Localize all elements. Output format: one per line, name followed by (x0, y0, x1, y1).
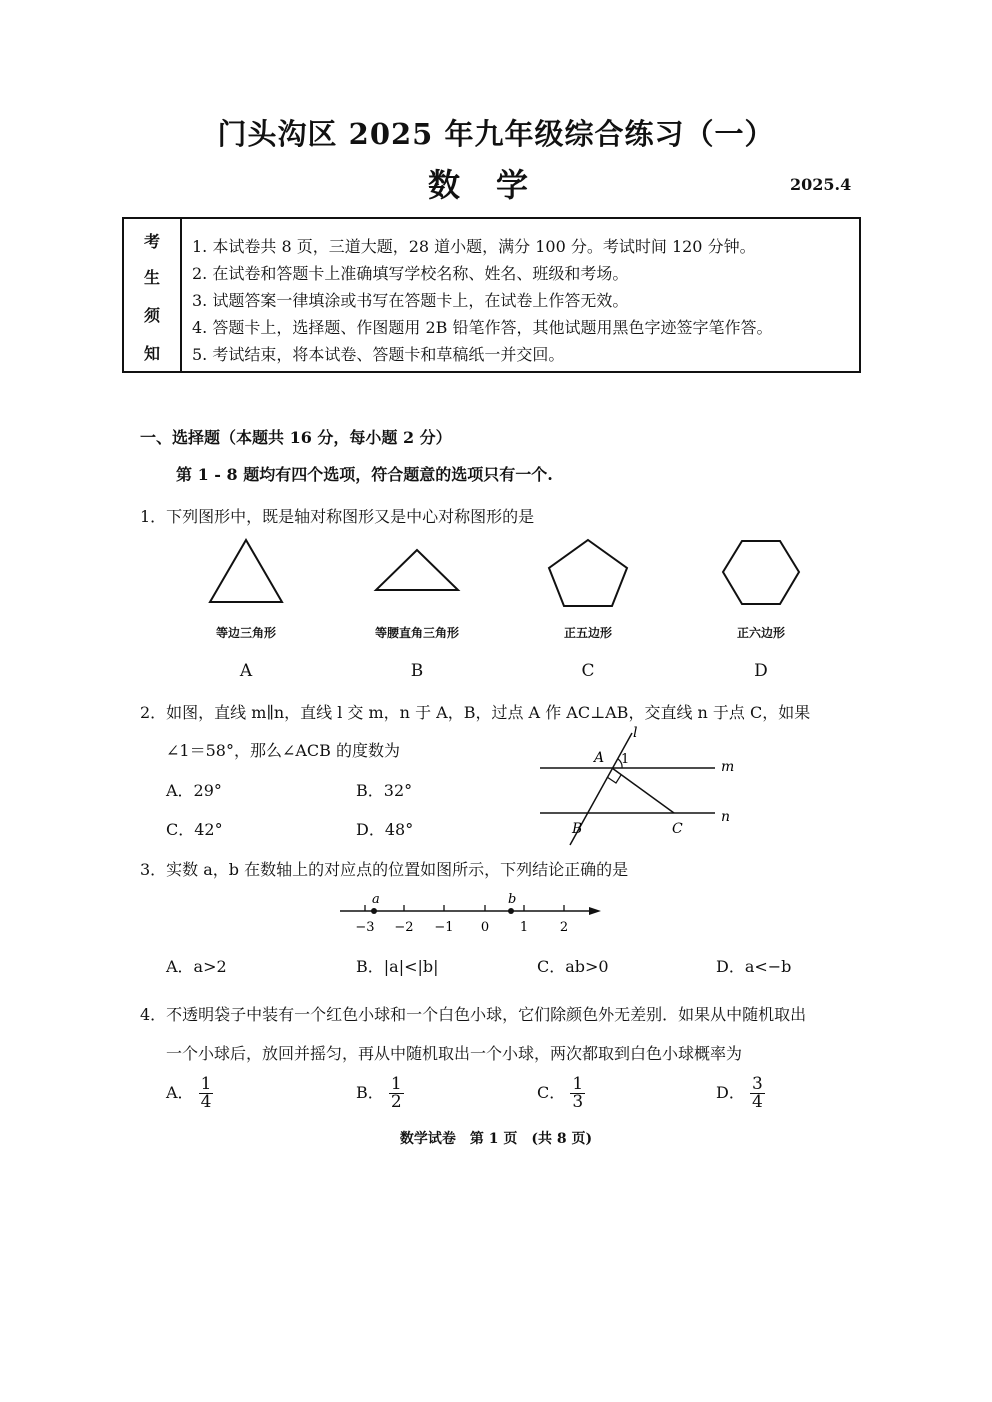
option-a: A．a>2 (166, 957, 227, 976)
notice-label-char: 知 (143, 344, 160, 363)
label-n: n (721, 809, 731, 825)
denominator: 3 (572, 1092, 584, 1112)
point-a-dot (371, 908, 377, 914)
numerator: 1 (200, 1074, 212, 1094)
option-letter: B (410, 661, 424, 681)
number-line-figure (335, 888, 610, 936)
notice-box (122, 217, 861, 373)
fraction (389, 1076, 404, 1111)
option-b: B．32° (356, 781, 413, 800)
option-letter: C． (537, 1083, 566, 1102)
denominator: 4 (200, 1092, 212, 1112)
exam-date: 2025.4 (790, 175, 852, 194)
number-line-arrow (589, 907, 601, 915)
option-letter: B． (356, 1083, 384, 1102)
question-2-stem-line2: ∠1＝58°，那么∠ACB 的度数为 (166, 741, 400, 760)
label-b: B (572, 821, 583, 837)
option-c (537, 1076, 585, 1111)
equilateral-triangle-shape (210, 540, 282, 602)
label-l: l (633, 725, 638, 741)
figure-caption: 正六边形 (736, 626, 785, 640)
notice-item: 2. 在试卷和答题卡上准确填写学校名称、姓名、班级和考场。 (192, 264, 629, 283)
notice-label (124, 219, 182, 371)
figure-caption: 等边三角形 (215, 626, 276, 640)
segment-ac (612, 768, 674, 813)
option-a: A．29° (166, 781, 222, 800)
option-letter: A． (166, 1083, 194, 1102)
exam-title: 门头沟区 2025 年九年级综合练习（一） (217, 117, 775, 151)
regular-hexagon-shape (723, 541, 799, 604)
right-angle-mark (607, 775, 621, 783)
tick-label: −3 (355, 920, 375, 935)
numerator: 1 (390, 1074, 402, 1094)
isosceles-right-triangle-shape (376, 550, 458, 590)
question-2-stem-line1: 2．如图，直线 m∥n，直线 l 交 m，n 于 A，B，过点 A 作 AC⊥AB，交直线 n 于点 C，如果 (140, 703, 811, 722)
figure-caption: 正五边形 (563, 626, 612, 640)
point-b-dot (508, 908, 514, 914)
option-b (356, 1076, 404, 1111)
question-4-stem-line2: 一个小球后，放回并摇匀，再从中随机取出一个小球，两次都取到白色小球概率为 (166, 1044, 743, 1063)
label-1: 1 (621, 752, 630, 767)
option-a (166, 1076, 213, 1111)
tick-label: −2 (394, 920, 414, 935)
label-m: m (721, 759, 735, 775)
tick-label: 1 (519, 920, 529, 935)
question-1-stem: 1．下列图形中，既是轴对称图形又是中心对称图形的是 (140, 507, 535, 526)
page-footer: 数学试卷 第 1 页 (共 8 页) (399, 1131, 593, 1147)
figure-caption: 等腰直角三角形 (374, 626, 459, 640)
point-b-label: b (508, 892, 517, 907)
numerator: 3 (751, 1074, 763, 1094)
question-2-geometry-figure (530, 725, 750, 850)
option-letter: A (239, 661, 253, 681)
label-c: C (672, 821, 683, 837)
notice-item: 4. 答题卡上，选择题、作图题用 2B 铅笔作答，其他试题用黑色字迹签字笔作答。 (192, 318, 773, 337)
denominator: 2 (390, 1092, 402, 1112)
fraction (570, 1076, 585, 1111)
question-4-stem-line1: 4．不透明袋子中装有一个红色小球和一个白色小球，它们除颜色外无差别．如果从中随机取出 (140, 1005, 807, 1024)
fraction (750, 1076, 765, 1111)
option-letter: D (754, 661, 768, 681)
option-d (716, 1076, 765, 1111)
notice-item: 3. 试题答案一律填涂或书写在答题卡上，在试卷上作答无效。 (192, 291, 629, 310)
option-d: D．48° (356, 820, 414, 839)
notice-item: 5. 考试结束，将本试卷、答题卡和草稿纸一并交回。 (192, 345, 565, 364)
denominator: 4 (751, 1092, 763, 1112)
numerator: 1 (572, 1074, 584, 1094)
section-heading: 一、选择题（本题共 16 分，每小题 2 分） (140, 428, 452, 447)
section-instruction: 第 1 - 8 题均有四个选项，符合题意的选项只有一个. (176, 465, 553, 484)
point-a-label: a (372, 892, 380, 907)
option-c: C．42° (166, 820, 223, 839)
option-letter: D． (716, 1083, 745, 1102)
option-b: B．|a|<|b| (356, 957, 439, 976)
question-1-figures (190, 530, 830, 620)
tick-label: 2 (559, 920, 569, 935)
tick-label: 0 (480, 920, 490, 935)
option-c: C．ab>0 (537, 957, 609, 976)
label-a: A (594, 750, 605, 766)
notice-label-char: 考 (143, 232, 160, 251)
fraction (199, 1076, 214, 1111)
option-d: D．a<−b (716, 957, 792, 976)
notice-item: 1. 本试卷共 8 页，三道大题，28 道小题，满分 100 分。考试时间 120 分钟。 (192, 237, 756, 256)
tick-label: −1 (434, 920, 454, 935)
notice-label-char: 须 (143, 306, 160, 325)
question-3-stem: 3．实数 a，b 在数轴上的对应点的位置如图所示，下列结论正确的是 (140, 860, 629, 879)
option-letter: C (581, 661, 595, 681)
subject-title: 数学 (427, 166, 564, 204)
regular-pentagon-shape (549, 540, 627, 606)
notice-label-char: 生 (143, 268, 160, 287)
